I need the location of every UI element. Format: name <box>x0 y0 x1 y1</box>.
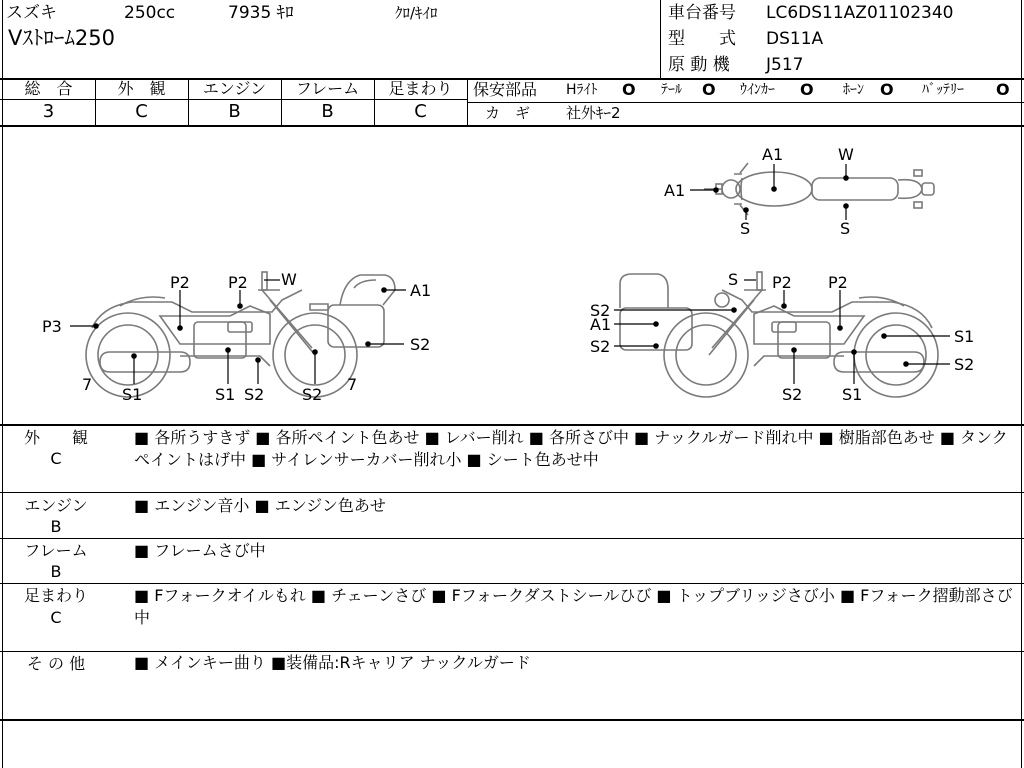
remark-label-exterior: 外 観 <box>23 428 88 447</box>
diagram-label: S1 <box>122 385 143 404</box>
diagram-label: P2 <box>772 273 792 292</box>
diagram-label: 7 <box>347 375 358 394</box>
divider <box>0 492 1024 493</box>
safety-mark-headlight: O <box>622 80 636 99</box>
remark-grade-exterior: C <box>50 449 62 468</box>
remark-grade-engine: B <box>50 517 62 536</box>
safety-mark-horn: O <box>880 80 894 99</box>
diagram-label: S <box>840 219 851 238</box>
diagram-label: W <box>281 270 297 289</box>
diagram-label: S2 <box>410 335 431 354</box>
divider <box>0 583 1024 584</box>
remark-label-other: そ の 他 <box>26 654 86 673</box>
grade-value-overall: 3 <box>42 101 55 122</box>
safety-item-headlight: Hﾗｲﾄ <box>566 82 598 98</box>
safety-mark-winker: O <box>800 80 814 99</box>
remark-grade-frame: B <box>50 562 62 581</box>
divider <box>467 78 468 125</box>
grade-value-suspension: C <box>414 101 427 122</box>
diagram-label: S2 <box>302 385 323 404</box>
divider <box>0 99 468 100</box>
model-name: Vｽﾄﾛｰﾑ250 <box>8 26 115 50</box>
safety-item-tail: ﾃｰﾙ <box>661 82 682 98</box>
divider <box>0 424 1024 426</box>
type-value: DS11A <box>766 29 824 49</box>
bike-top-view <box>704 163 934 215</box>
engine-value: J517 <box>766 55 804 75</box>
diagram-label: A1 <box>762 145 784 164</box>
safety-item-winker: ｳｲﾝｶｰ <box>740 82 775 98</box>
grade-value-engine: B <box>228 101 241 122</box>
diagram-label: A1 <box>664 181 686 200</box>
displacement: 250cc <box>124 3 176 23</box>
safety-mark-tail: O <box>702 80 716 99</box>
diagram-label: P2 <box>828 273 848 292</box>
maker: スズキ <box>6 3 57 23</box>
key-value: 社外ｷｰ2 <box>566 104 621 122</box>
grade-label-overall: 総 合 <box>24 79 73 98</box>
remark-text-engine: ■ エンジン音小 ■ エンジン色あせ <box>134 496 386 515</box>
damage-diagram <box>0 126 1024 424</box>
safety-item-horn: ﾎｰﾝ <box>843 82 864 98</box>
diagram-label: W <box>838 145 854 164</box>
key-label: カ ギ <box>485 104 531 122</box>
frame-no: LC6DS11AZ01102340 <box>766 3 954 23</box>
diagram-label: S2 <box>590 337 611 356</box>
diagram-label: S1 <box>842 385 863 404</box>
diagram-label: S2 <box>954 355 975 374</box>
divider <box>0 538 1024 539</box>
safety-label: 保安部品 <box>473 80 538 99</box>
remark-text-exterior: ■ 各所うすきず ■ 各所ペイント色あせ ■ レバー削れ ■ 各所さび中 ■ ナックルガード削れ中 ■ 樹脂部色あせ ■ タンクペイントはげ中 ■ サイレンサーカバー削れ小 ■ シート色あせ中 <box>134 428 1008 469</box>
diagram-label: S1 <box>954 327 975 346</box>
engine-label: 原 動 機 <box>668 55 730 75</box>
grade-value-exterior: C <box>135 101 148 122</box>
grade-label-engine: エンジン <box>202 79 267 98</box>
type-label: 型 式 <box>668 29 736 49</box>
diagram-label: P2 <box>170 273 190 292</box>
remark-text-suspension: ■ Fフォークオイルもれ ■ チェーンさび ■ Fフォークダストシールひび ■ トップブリッジさび小 ■ Fフォーク摺動部さび中 <box>134 586 1013 627</box>
remark-text-frame: ■ フレームさび中 <box>134 541 266 560</box>
divider <box>468 102 1024 103</box>
grade-label-frame: フレーム <box>295 79 360 98</box>
diagram-label: A1 <box>410 281 432 300</box>
divider <box>0 719 1024 721</box>
color: ｸﾛ/ｷｲﾛ <box>395 4 438 22</box>
diagram-label: A1 <box>590 315 612 334</box>
remark-grade-suspension: C <box>50 608 62 627</box>
grade-label-exterior: 外 観 <box>117 79 166 98</box>
diagram-label: P2 <box>228 273 248 292</box>
diagram-label: S2 <box>590 301 611 320</box>
remark-label-suspension: 足まわり <box>23 586 88 605</box>
diagram-label: S2 <box>244 385 265 404</box>
remark-label-engine: エンジン <box>24 496 88 515</box>
diagram-label: S1 <box>215 385 236 404</box>
diagram-label: S2 <box>782 385 803 404</box>
diagram-label: S <box>728 270 739 289</box>
grade-value-frame: B <box>321 101 334 122</box>
mileage: 7935 ｷﾛ <box>228 3 294 23</box>
safety-mark-battery: O <box>996 80 1010 99</box>
remark-label-frame: フレーム <box>24 541 88 560</box>
grade-label-suspension: 足まわり <box>388 79 453 98</box>
diagram-label: P3 <box>42 317 62 336</box>
diagram-label: 7 <box>82 375 93 394</box>
remark-text-other: ■ メインキー曲り ■装備品:Rキャリア ナックルガード <box>134 653 531 672</box>
safety-item-battery: ﾊﾞｯﾃﾘｰ <box>922 82 964 98</box>
divider <box>660 0 661 78</box>
frame-no-label: 車台番号 <box>668 3 736 23</box>
diagram-label: S <box>740 219 751 238</box>
